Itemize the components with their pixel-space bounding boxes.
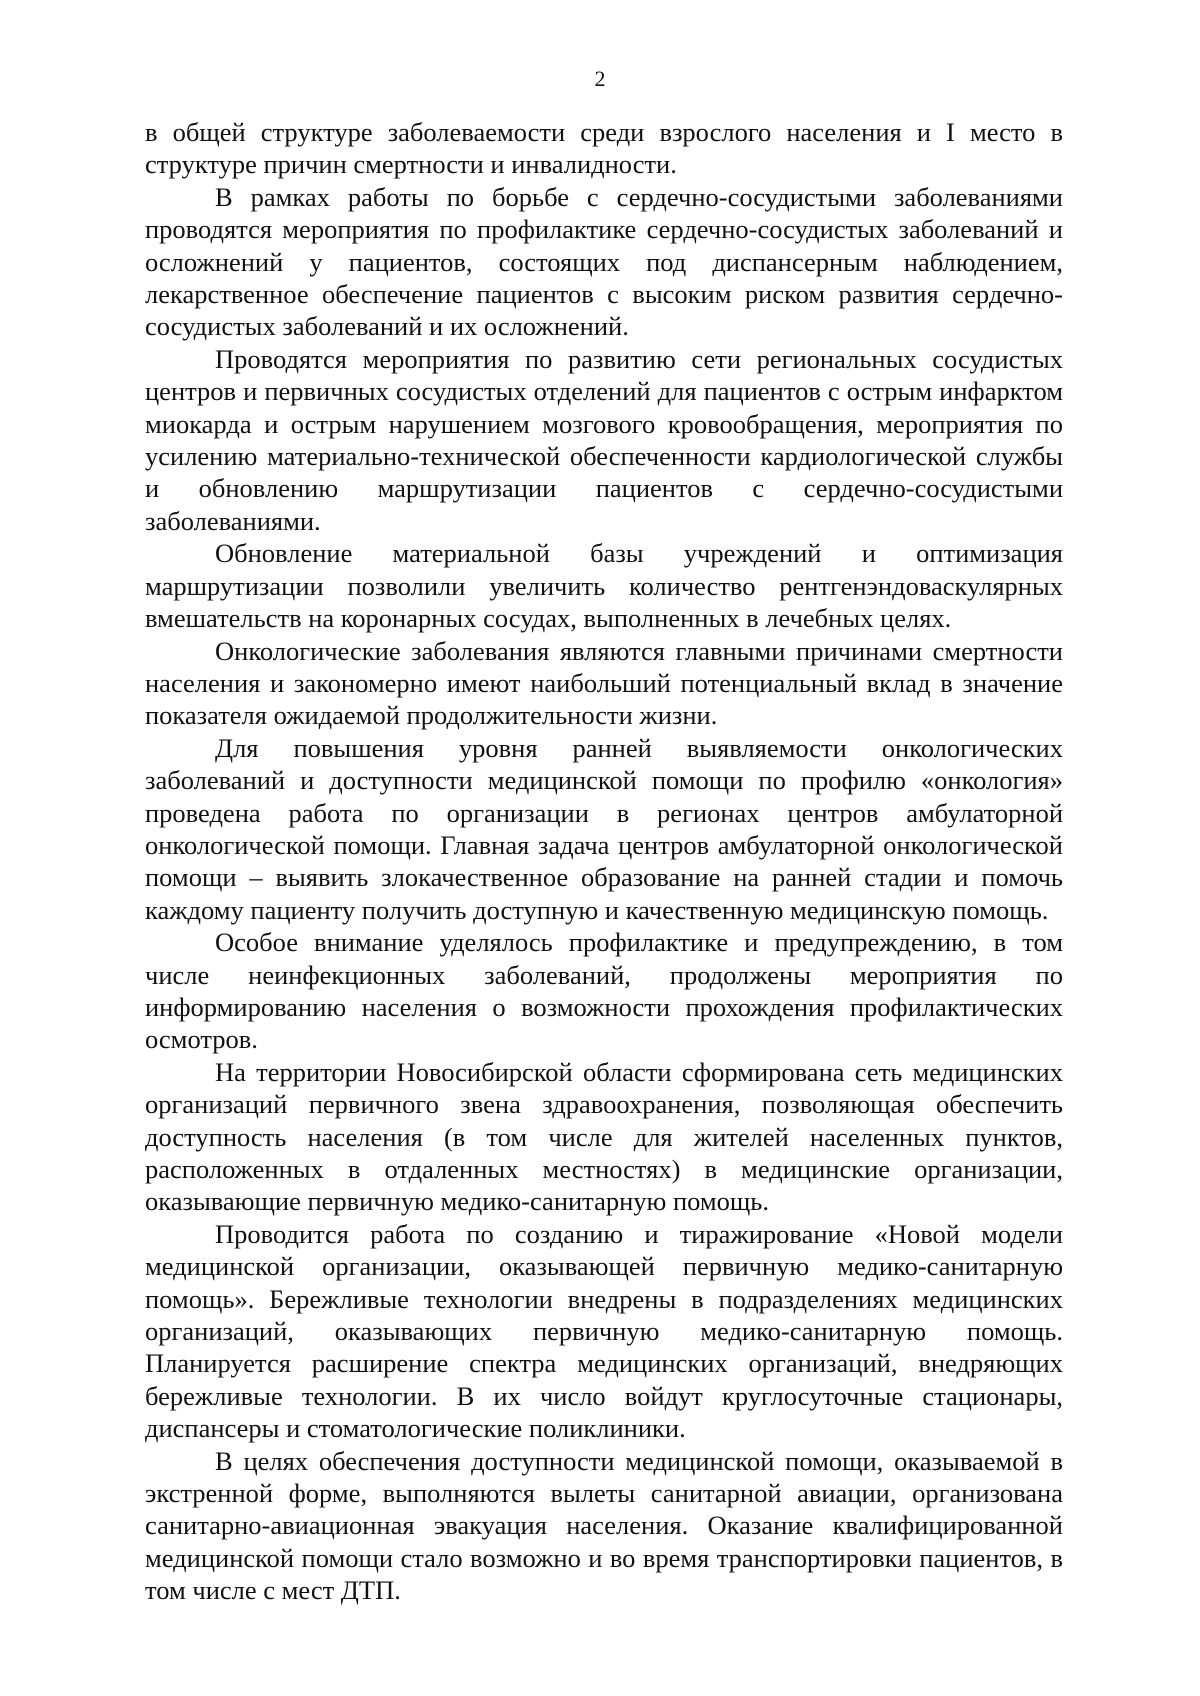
paragraph-continuation: в общей структуре заболеваемости среди взрослого населения и I место в структуре причин смертности и инвалидности. [145, 117, 1063, 180]
document-body [145, 116, 1063, 1607]
paragraph-cardiovascular-measures: В рамках работы по борьбе с сердечно-сосудистыми заболеваниями проводятся мероприятия по профилактике сердечно-сосудистых заболеваний и осложнений у пациентов, состоящих под диспансерным наблюдением, лекарственное обеспечение пациентов с высоким риском развития сердечно-сосудистых заболеваний и их осложнений. [145, 181, 1063, 342]
page-number: 2 [594, 66, 606, 91]
paragraph-primary-care-network: На территории Новосибирской области сформирована сеть медицинских организаций первичного звена здравоохранения, позволяющая обеспечить доступность населения (в том числе для жителей населенных пунктов, расположенных в отдаленных местностях) в медицинские организации, оказывающие первичную медико-санитарную помощь. [145, 1056, 1063, 1217]
paragraph-prevention: Особое внимание уделялось профилактике и предупреждению, в том числе неинфекционных заболеваний, продолжены мероприятия по информированию населения о возможности прохождения профилактических осмотров. [145, 927, 1063, 1055]
paragraph-new-model: Проводится работа по созданию и тиражирование «Новой модели медицинской организации, оказывающей первичную медико-санитарную помощь». Бережливые технологии внедрены в подразделениях медицинских организаций, оказывающих первичную медико-санитарную помощь. Планируется расширение спектра медицинских организаций, внедряющих бережливые технологии. В их число войдут круглосуточные стационары, диспансеры и стоматологические поликлиники. [145, 1218, 1063, 1444]
paragraph-oncology-centers: Для повышения уровня ранней выявляемости онкологических заболеваний и доступности медицинской помощи по профилю «онкология» проведена работа по организации в регионах центров амбулаторной онкологической помощи. Главная задача центров амбулаторной онкологической помощи – выявить злокачественное образование на ранней стадии и помочь каждому пациенту получить доступную и качественную медицинскую помощь. [145, 732, 1063, 925]
paragraph-sanitary-aviation: В целях обеспечения доступности медицинской помощи, оказываемой в экстренной форме, выполняются вылеты санитарной авиации, организована санитарно-авиационная эвакуация населения. Оказание квалифицированной медицинской помощи стало возможно и во время транспортировки пациентов, в том числе с мест ДТП. [145, 1445, 1063, 1606]
paragraph-vascular-centers: Проводятся мероприятия по развитию сети региональных сосудистых центров и первичных сосудистых отделений для пациентов с острым инфарктом миокарда и острым нарушением мозгового кровообращения, мероприятия по усилению материально-технической обеспеченности кардиологической службы и обновлению маршрутизации пациентов с сердечно-сосудистыми заболеваниями. [145, 343, 1063, 536]
paragraph-oncology-mortality: Онкологические заболевания являются главными причинами смертности населения и закономерно имеют наибольший потенциальный вклад в значение показателя ожидаемой продолжительности жизни. [145, 635, 1063, 731]
paragraph-material-base: Обновление материальной базы учреждений и оптимизация маршрутизации позволили увеличить количество рентгенэндоваскулярных вмешательств на коронарных сосудах, выполненных в лечебных целях. [145, 538, 1063, 634]
